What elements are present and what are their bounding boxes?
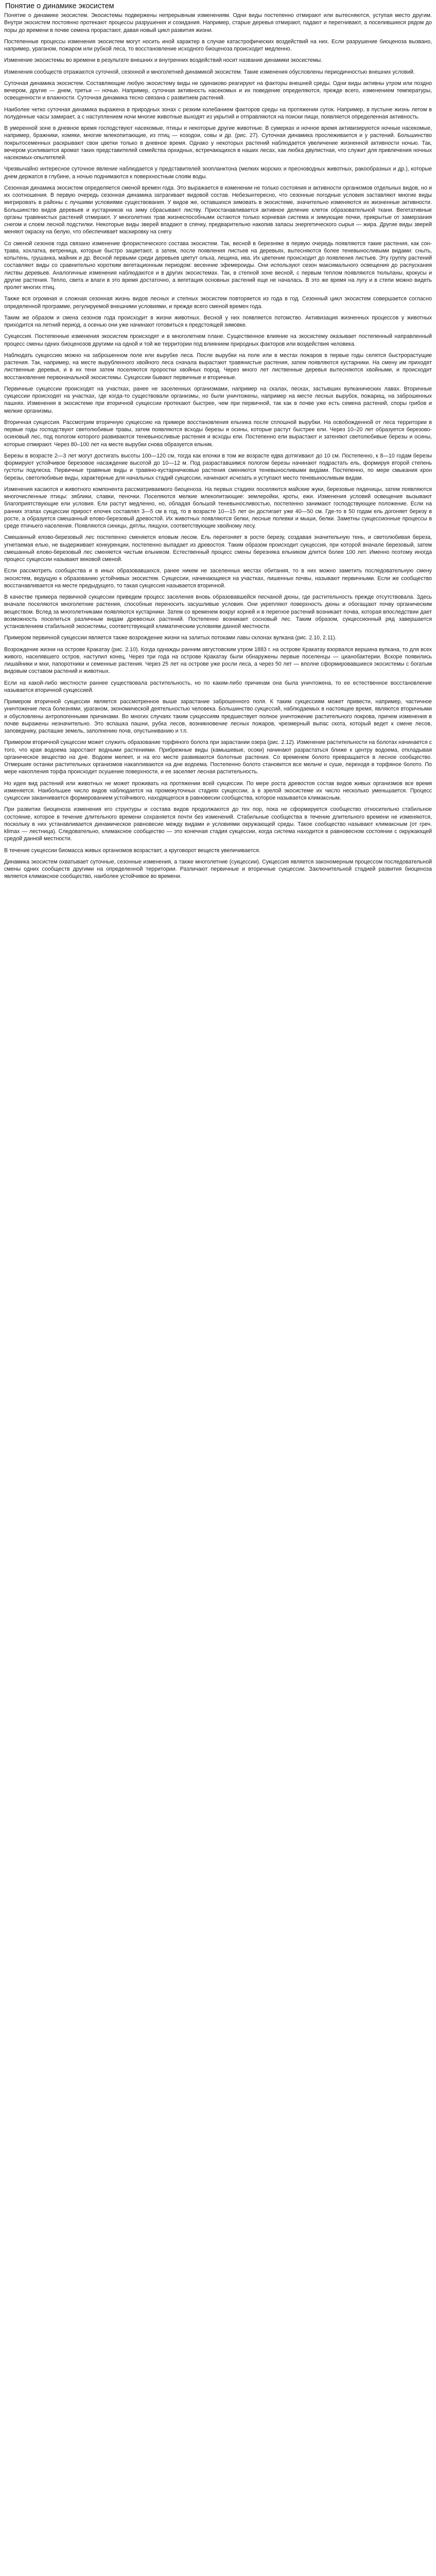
paragraph: Постепенные процессы изменения экосистем могут носить иной характер в случае катастрофических воздействий на них. Если разрушение биоценоза вызвано, например, ураганом, пожаром или рубкой леса, то восстановление исходного биоценоза происходит медленно. — [4, 38, 432, 52]
page-title: Понятие о динамике экосистем — [5, 2, 114, 10]
paragraph: В течение сукцессии биомасса живых организмов возрастает, а круговорот веществ увеличивается. — [4, 847, 260, 854]
paragraph: В качестве примера первичной сукцессии приведем процесс заселения вновь образовавшейся песчаной дюны, где растительность прежде отсутствовала. Здесь вначале поселяются многолетние растения, способные переносить засушливые условия. Они укрепляют поверхность дюны и обогащают почву органическим веществом. Вслед за многолетниками появляются кустарники. Затем со временем вокруг корней и в перегное растений возникает почва, которая впоследствии дает возможность поселиться различным видам древесных растений. Постепенно возникает сосновый лес. Таким образом, сукцессионный ряд завершается установлением стабильной экосистемы, соответствующей климатическим условиям данной местности. — [4, 594, 432, 630]
paragraph: Понятие о динамике экосистем. Экосистемы подвержены непрерывным изменениям. Одни виды постепенно отмирают или вытесняются, уступая место другим. Внутри экосистем постоянно протекают процессы разрушения и созидания. Например, старые деревья отмирают, падают и перегнивают, а поселившиеся рядом до поры до времени в почве семена прорастают, давая новый цикл развития жизни. — [4, 12, 432, 33]
paragraph: Примером вторичной сукцессии может служить образование торфяного болота при зарастании озера (рис. 2.12). Изменение растительности на болотах начинается с того, что края водоема заростают водными растениями. Прибрежные виды (камышевые, осоки) начинают разрастаться ближе к центру водоема, откладывая органическое вещество на дне. Водоем мелеет, и на его месте развиваются болотные растения. Со временем болото превращается в лесное сообщество. Отмершие останки растительных организмов накапливаются на дне водоема. Постепенно болото становится все мельче и суше, переходя в торфяное болото. По мере накопления торфа происходит осушение поверхности, и ее заселяет лесная растительность. — [4, 739, 432, 775]
paragraph: Изменения сообществ отражаются суточной, сезонной и многолетней динамикой экосистем. Такие изменения обусловлены периодичностью внешних условий. — [4, 69, 415, 75]
paragraph: Со сменой сезонов года связано изменение флористического состава экосистем. Так, весной в березняке в первую очередь появляются такие растения, как сон-трава, хохлатка, ветреница, которые быстро зацветают, а затем, после появления листьев на деревьях, вытесняются более теневыносливыми видами: сныть, копытень, грушанка, майник и др. Весной первыми среди деревьев цветут ольха, лещина, ива. Их цветение происходит до появления листьев. Эту группу растений составляют виды со сравнительно коротким вегетационным периодом: весенние эфемероиды. Они используют сезон максимального освещения до распускания листвы деревьев. Аналогичные изменения наблюдаются и в других экосистемах. Так, в степной зоне весной, с первым теплом появляются тюльпаны, крокусы и другие растения. Тепло, света и влаги в это время достаточно, а вегетация основных растений еще не началась. В это же время на лугу и в степи можно видеть пролет многих птиц. — [4, 240, 432, 291]
paragraph: Если на какой-либо местности раннее существовала растительность, но по каким-либо причинам она была уничтожена, то ее естественное восстановление называется вторичной сукцессией. — [4, 680, 432, 693]
paragraph: Вторичная сукцессия. Рассмотрим вторичную сукцессию на примере восстановления ельника после сплошной вырубки. На освобожденной от леса территории в первые годы господствуют светолюбивые травы, затем появляются всходы березы и осины, которые растут быстрее ели. Через 10–20 лет образуется березово-осиновый лес, под пологом которого развиваются теневыносливые растения и всходы ели. Постепенно ели вырастают и затеняют светолюбивые березы и осины, которые отмирают. Через 80–100 лет на месте вырубки снова образуется ельник. — [4, 419, 432, 448]
paragraph: Примером первичной сукцессии является также возрождение жизни на залитых потоками лавы склонах вулкана (рис. 2.10, 2.11). — [4, 635, 337, 641]
paragraph: Изменения касаются и животного компонента рассматриваемого биоценоза. На первых стадиях поселяются майские жуки, березовые пяденицы, затем появляются многочисленные птицы: зяблики, славки, пеночки. Поселяются мелкие млекопитающие: землеройки, кроты, ежи. Изменения условий освещения вызывают благоприятствующие ели условия. Ели растут медленно, но, обладая большой теневыносливостью, постепенно занимают господствующее положение. Если на ранних этапах сукцессии прирост елочек составлял 3—5 см в год, то в возрасте 10—15 лет он достигает уже 40—50 см. Где-то в 50 годам ель догоняет березу в росте, а образуется смешанный елово-березовый древостой. Их животных появляются белки, лесные полевки и мыши, белки. Заметны сукцессионные процессы в среде птичьего населения. Появляются синицы, дятлы, пищухи, соответствующие хвойному лесу. — [4, 486, 432, 529]
paragraph: Первичные сукцессии происходят на участках, ранее не заселенных организмами, например на скалах, песках, застывших вулканических лавах. Вторичные сукцессии происходят на участках, где когда-то существовали организмы, но были уничтожены, например на месте лесных вырубок, пожарищ, на заброшенных пашнях. Изменения в экосистеме при вторичной сукцессии протекают быстрее, чем при первичной, так как в почве уже есть семена растений, споры грибов и мелкие организмы. — [4, 385, 432, 414]
paragraph: Наблюдать сукцессию можно на заброшенном поле или вырубке леса. После вырубки на поле или в местах пожаров в первые годы селятся быстрорастущие растения. Так, например, на месте вырубленного хвойного леса сначала вырастают травянистые растения, затем появляются кустарники. На смену им приходят лиственные деревья, и в их тени затем поселяются проростки хвойных пород. Через много лет лиственные деревья вытесняются хвойными, и происходит восстановление первоначальной экосистемы. Сукцессии бывают первичные и вторичные. — [4, 352, 432, 381]
paragraph: Возрождение жизни на острове Кракатау (рис. 2.10). Когда однажды ранним августовским утром 1883 г. на острове Кракатау взорвался вершина вулкана, то для всех живого, населявшего остров, наступил конец. Через три года на острове Кракатау были обнаружены первые поселенцы — цианобактерии. Вскоре появились лишайники и мхи, папоротники и семенные растения. Через 25 лет на острове уже росли леса, а через 50 лет — вполне сформировавшиеся экосистемы с богатым видовым составом растений и животных. — [4, 646, 432, 675]
paragraph: Сезонная динамика экосистем определяется сменой времен года. Это выражается в изменении не только состояния и активности организмов отдельных видов, но и их соотношения. В первую очередь сезонная динамика затрагивает видовой состав. Небезынтересно, что сезонные погодные условия заставляют многие виды мигрировать в районы с лучшими условиями существования. У видов же, оставшихся зимовать в экосистеме, значительно изменяются их жизненные активности. Большинство видов деревьев и кустарников на зиму сбрасывают листву. Приостанавливается активное деление клеток образовательной ткани. Вегетативные органы травянистых растений отмирают. У многолетних трав жизнеспособными остаются только корневая система и зимующие почки, прикрытые от замерзания снегом и слоем лесной подстилки. Некоторые виды зверей впадают в спячку, предварительно накопив запасы энергетического сырья — жира. Другие виды зверей меняют окраску на белую, что обеспечивает маскировку на снегу. — [4, 184, 432, 235]
paragraph: При развитии биоценоза изменения его структуры и состава видов продолжаются до тех пор, пока не сформируется сообщество относительно стабильное состояние, которое в течение длительного времени сохраняется почти без изменений. Стабильные сообщества в течение длительного времени не изменяются, поскольку в них устанавливается динамическое равновесие между видами и условиями окружающей среды. Такое сообщество называют климаксным (от греч. klimax — лестница). Следовательно, климаксное сообщество — это конечная стадия сукцессии, когда система находится в равновесном состоянии с окружающей средой данной местности. — [4, 806, 432, 842]
paragraph: Но идея вид растений или животных не может проживать на протяжении всей сукцессии. По мере роста древостоя состав видов живых организмов все время изменяется. Наибольшее число видов наблюдается на промежуточных стадиях сукцессии, а в зрелой экосистеме их число несколько уменьшается. Процесс сукцессии заканчивается формированием устойчивого, находящегося в равновесии сообщества, которое называется климаксным. — [4, 780, 432, 801]
paragraph: Березы в возрасте 2—3 лет могут достигать высоты 100—120 см, тогда как елочки в том же возрасте едва дотягивают до 10 см. Постепенно, к 8—10 годам березы формируют устойчивое березовое насаждение высотой до 10—12 м. Под разраставшимся пологом березы начинают подрастать ель, формируя второй степень густоты подлеска. Первичные травяные виды и травяно-кустарничковые растения сменяются теневыносливыми видами. Постепенно, по мере смыкания крон березы, светолюбивые виды, характерные для начальных стадий сукцессии, начинают исчезать и уступают место теневыносливым видам. — [4, 452, 432, 481]
article-body — [4, 12, 432, 880]
paragraph: Примером вторичной сукцессии является рассмотренное выше зарастание заброшенного поля. К таким сукцессиям может привести, например, частичное уничтожение леса болезнями, ураганом, экономической деятельностью человека. Большинство сукцессий, наблюдаемых в настоящее время, являются вторичными и обусловлены антропогенными причинами. Во многих случаях таким сукцессиям предшествует полное уничтожение растительного покрова, причем изменения в почве выражены незначительно. Это вспашка пашни, рубка лесов, возникновение лесных пожаров, чрезмерный выпас скота, который ведет к смене лесов, заповеднику, распашке земель, заполнению почв, опустыниванию и т.п. — [4, 699, 432, 734]
paragraph: Также вся огромная и сложная сезонная жизнь видов лесных и степных экосистем повторяется из года в год. Сезонный цикл экосистем совершается согласно определенной программе, регулируемой внешними условиями, и прежде всего сменой времен года. — [4, 296, 432, 310]
paragraph: Изменение экосистемы во времени в результате внешних и внутренних воздействий носит название динамики экосистемы. — [4, 57, 323, 64]
document-page — [0, 0, 436, 880]
paragraph: Суточная динамика экосистем. Составляющие любую экосистему виды не одинаково реагируют на факторы внешней среды. Одни виды активны утром или поздно вечером, другие — днем, третьи — ночью. Например, суточная активность насекомых и их поведение определяются, прежде всего, изменением температуры, освещенности и влажности. Суточная динамика тесно связана с развитием растений. — [4, 80, 432, 101]
paragraph: Если рассмотреть сообщества и в иных образовавшихся, ранее никем не заселенных местах обитания, то в них можно заметить последовательную смену экосистем, ведущую к образованию устойчивых экосистем. Сукцессии, начинающиеся на участках, лишенных почвы, называют первичными. Если же сообщество восстанавливается на месте предыдущего, то такая сукцессия называется вторичной. — [4, 568, 432, 589]
paragraph: Смешанный елово-березовый лес постепенно сменяется еловым лесом. Ель перегоняет в росте березу, создавая значительную тень, и светолюбивая береза, угнетаемая елью, не выдерживает конкуренции, постепенно выпадает из древостоя. Таким образом происходит сукцессия, при которой вначале березовый, затем смешанный елово-березовый лес сменяется чистым ельником. Естественный процесс смены березняка ельником длится более 100 лет. Именно поэтому иногда процесс сукцессии называют вековой сменой. — [4, 534, 432, 563]
paragraph: В умеренной зоне в дневное время господствуют насекомые, птицы и некоторые другие животные. В сумерках и ночное время активизируются ночные насекомые, например, бражники, хомяки, многие млекопитающие, из птиц — козодои, совы и др. (рис. 27). Суточная динамика прослеживается и у растений. Большинство покрытосеменных раскрывают свои цветки только в дневное время. Однако у некоторых растений наблюдается увеличение жизненной активности ночью. Так, вечером усиливается аромат таких представителей семейства орхидных, встречающихся в наших лесах, как любка двулистная, что служит для привлечения ночных насекомых-опылителей. — [4, 125, 432, 161]
paragraph: Динамика экосистем охватывает суточные, сезонные изменения, а также многолетние (сукцессии). Сукцессия является закономерным процессом последовательной смены одних сообществ другими на определенной территории. Различают первичные и вторичные сукцессии. Заключительной стадией развития биоценоза является климаксное сообщество, наиболее устойчивое во времени. — [4, 858, 432, 880]
paragraph: Наиболее четко суточная динамика выражена в природных зонах с резким колебанием факторов среды на протяжении суток. Например, в пустыне жизнь летом в полуденные часы замирает, а с наступлением ночи многие животные выходят из укрытий и отправляются на поиски пищи, появляется определенная активность. — [4, 106, 432, 120]
paragraph: Чрезвычайно интересное суточное явление наблюдается у представителей зоопланктона (мелких морских и пресноводных животных, ракообразных и др.), которые днем держатся в глубине, а ночью поднимаются к поверхностным слоям воды. — [4, 166, 432, 180]
paragraph: Сукцессия. Постепенные изменения экосистем происходят и в многолетнем плане. Существенное влияние на экосистему оказывает постепенный направленный процесс смены одних биоценозов другими на одной и той же территории под влиянием природных факторов или воздействия человека. — [4, 333, 432, 347]
paragraph: Таким же образом и смена сезонов года происходит в жизни животных. Весной у них появляется потомство. Активизация жизненных процессов у животных приходится на летний период, а осенью они уже начинают готовиться к предстоящей зимовке. — [4, 314, 432, 328]
